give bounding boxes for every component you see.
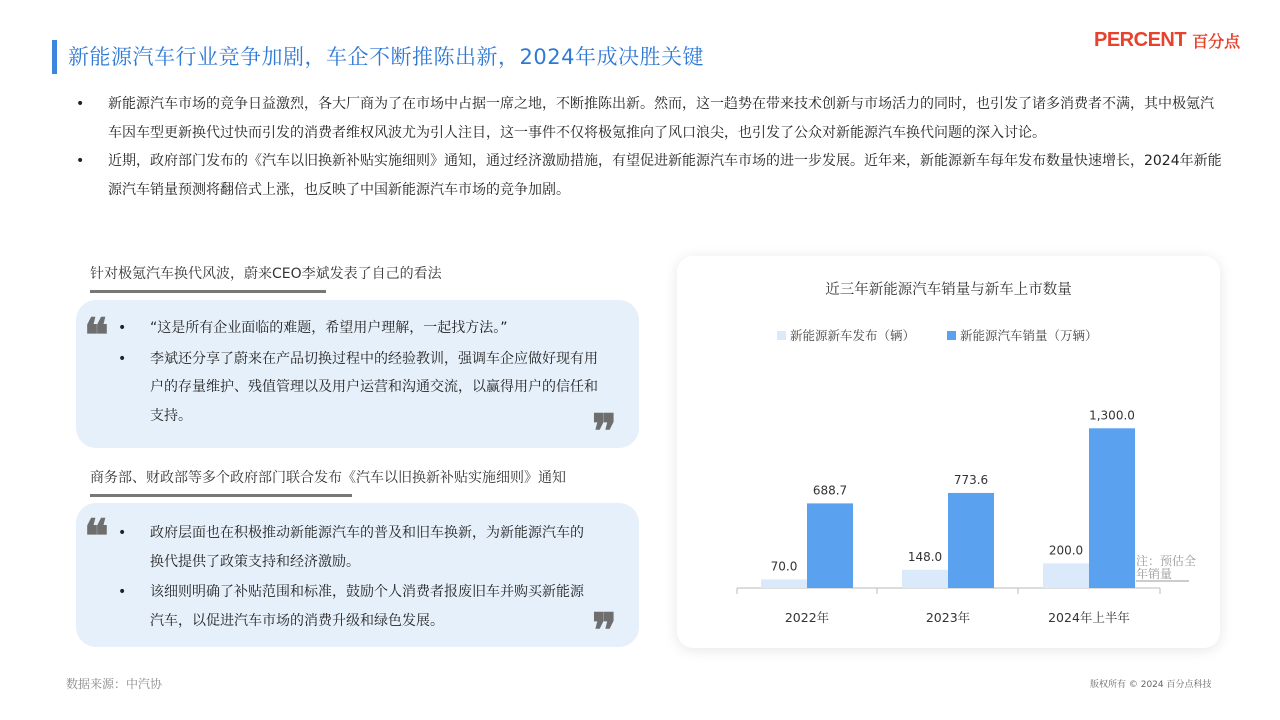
intro-bullet-1: • 新能源汽车市场的竞争日益激烈，各大厂商为了在市场中占据一席之地，不断推陈出新。然而，这一趋势在带来技术创新与市场活力的同时，也引发了诸多消费者不满，其中极氪汽车因车型更新换代过快而引发的消费者维权风波尤为引人注目，这一事件不仅将极氪推向了风口浪尖，也引发了公众对新能源汽车换代问题的深入讨论。 — [72, 90, 1222, 147]
data-label: 148.0 — [907, 549, 943, 564]
section1-list — [118, 314, 598, 430]
x-tick-label: 2023年 — [925, 610, 971, 625]
quote-open-icon: ❝ — [84, 509, 109, 563]
quote-open-icon: ❝ — [84, 308, 109, 362]
percent-logo — [1094, 28, 1240, 52]
page-title: 新能源汽车行业竞争加剧，车企不断推陈出新，2024年成决胜关键 — [68, 45, 704, 69]
chart-note-line1: 注：预估全 — [1136, 554, 1197, 568]
section1-title: 针对极氪汽车换代风波，蔚来CEO李斌发表了自己的看法 — [90, 266, 442, 282]
chart-title: 近三年新能源汽车销量与新车上市数量 — [825, 282, 1072, 298]
x-tick-label: 2022年 — [784, 610, 830, 625]
bar-releases — [902, 570, 948, 588]
x-tick-label: 2024年上半年 — [1048, 610, 1130, 625]
section2-title: 商务部、财政部等多个政府部门联合发布《汽车以旧换新补贴实施细则》通知 — [90, 470, 566, 486]
bar-releases — [1043, 563, 1089, 588]
data-source: 数据来源：中汽协 — [66, 677, 163, 691]
section1-item-1: • “这是所有企业面临的难题，希望用户理解，一起找方法。” — [118, 314, 598, 343]
bar-chart — [677, 256, 1220, 648]
section2-list — [118, 519, 588, 635]
chart-card — [677, 256, 1220, 648]
copyright: 版权所有 © 2024 百分点科技 — [1090, 680, 1212, 690]
chart-note-line2: 年销量 — [1136, 567, 1173, 581]
data-label: 688.7 — [812, 483, 848, 498]
bar-sales — [1089, 428, 1135, 588]
section1-underline — [90, 290, 326, 293]
section2-quote-box — [76, 503, 639, 657]
section1-quote-box — [76, 300, 639, 458]
data-label: 70.0 — [770, 559, 798, 574]
section2-item-1: • 政府层面也在积极推动新能源汽车的普及和旧车换新，为新能源汽车的换代提供了政策支持和经济激励。 — [118, 519, 588, 576]
bar-sales — [948, 493, 994, 588]
section2-underline — [90, 494, 352, 497]
section1-item-2: • 李斌还分享了蔚来在产品切换过程中的经验教训，强调车企应做好现有用户的存量维护、残值管理以及用户运营和沟通交流，以赢得用户的信任和支持。 — [118, 345, 598, 431]
quote-close-icon: ❞ — [592, 603, 617, 657]
intro-bullet-2: • 近期，政府部门发布的《汽车以旧换新补贴实施细则》通知，通过经济激励措施，有望促进新能源汽车市场的进一步发展。近年来，新能源新车每年发布数量快速增长，2024年新能源汽车销量预测将翻倍式上涨，也反映了中国新能源汽车市场的竞争加剧。 — [72, 147, 1222, 204]
bar-sales — [807, 503, 853, 588]
data-label: 200.0 — [1048, 543, 1084, 558]
section2-item-2: • 该细则明确了补贴范围和标准，鼓励个人消费者报废旧车并购买新能源汽车，以促进汽车市场的消费升级和绿色发展。 — [118, 578, 588, 635]
data-label: 773.6 — [953, 472, 989, 487]
logo-cn-text: 百分点 — [1192, 31, 1241, 51]
title-accent-bar — [52, 40, 57, 74]
intro-bullets — [72, 90, 1222, 204]
legend-label-sales: 新能源汽车销量（万辆） — [960, 328, 1098, 343]
bar-releases — [761, 579, 807, 588]
logo-text: PERCENT — [1094, 28, 1187, 51]
legend-label-releases: 新能源新车发布（辆） — [790, 328, 916, 343]
quote-close-icon: ❞ — [592, 404, 617, 458]
data-label: 1,300.0 — [1089, 408, 1135, 423]
